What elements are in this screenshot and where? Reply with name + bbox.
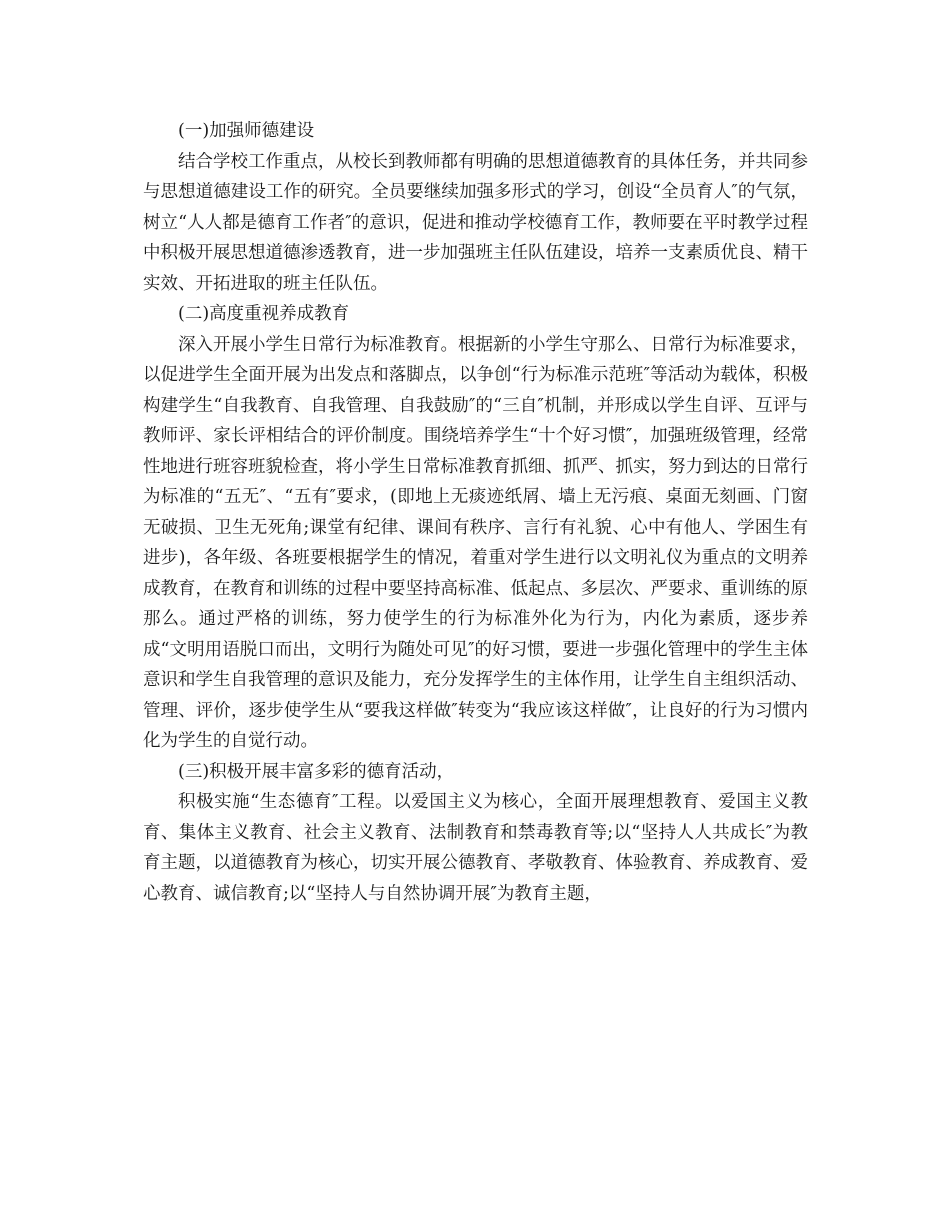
section-3-paragraph: 积极实施“生态德育″工程。以爱国主义为核心，全面开展理想教育、爱国主义教育、集体主义教育、社会主义教育、法制教育和禁毒教育等;以“坚持人人共成长″为教育主题，以道德教育为核心，切实开展公德教育、孝敬教育、体验教育、养成教育、爱心教育、诚信教育;以“坚持人与自然协调开展″为教育主题， [143,792,808,904]
section-3-heading: (三)积极开展丰富多彩的德育活动， [178,761,455,782]
document-body [143,116,808,909]
section-1-heading: (一)加强师德建设 [178,121,315,141]
section-2-heading: (二)高度重视养成教育 [178,304,350,324]
section-1-paragraph: 结合学校工作重点，从校长到教师都有明确的思想道德教育的具体任务，并共同参与思想道德建设工作的研究。全员要继续加强多形式的学习，创设“全员育人″的气氛，树立“人人都是德育工作者″的意识，促进和推动学校德育工作，教师要在平时教学过程中积极开展思想道德渗透教育，进一步加强班主任队伍建设，培养一支素质优良、精干实效、开拓进取的班主任队伍。 [143,151,808,294]
section-2-paragraph: 深入开展小学生日常行为标准教育。根据新的小学生守那么、日常行为标准要求，以促进学生全面开展为出发点和落脚点，以争创“行为标准示范班″等活动为载体，积极构建学生“自我教育、自我管理、自我鼓励″的“三自″机制，并形成以学生自评、互评与教师评、家长评相结合的评价制度。围绕培养学生“十个好习惯″，加强班级管理，经常性地进行班容班貌检查，将小学生日常标准教育抓细、抓严、抓实，努力到达的日常行为标准的“五无″、“五有″要求，(即地上无痰迹纸屑、墙上无污痕、桌面无刻画、门窗无破损、卫生无死角;课堂有纪律、课间有秩序、言行有礼貌、心中有他人、学困生有进步)，各年级、各班要根据学生的情况，着重对学生进行以文明礼仪为重点的文明养成教育，在教育和训练的过程中要坚持高标准、低起点、多层次、严要求、重训练的原那么。通过严格的训练，努力使学生的行为标准外化为行为，内化为素质，逐步养成“文明用语脱口而出，文明行为随处可见″的好习惯，要进一步强化管理中的学生主体意识和学生自我管理的意识及能力，充分发挥学生的主体作用，让学生自主组织活动、管理、评价，逐步使学生从“要我这样做″转变为“我应该这样做″，让良好的行为习惯内化为学生的自觉行动。 [143,334,808,751]
